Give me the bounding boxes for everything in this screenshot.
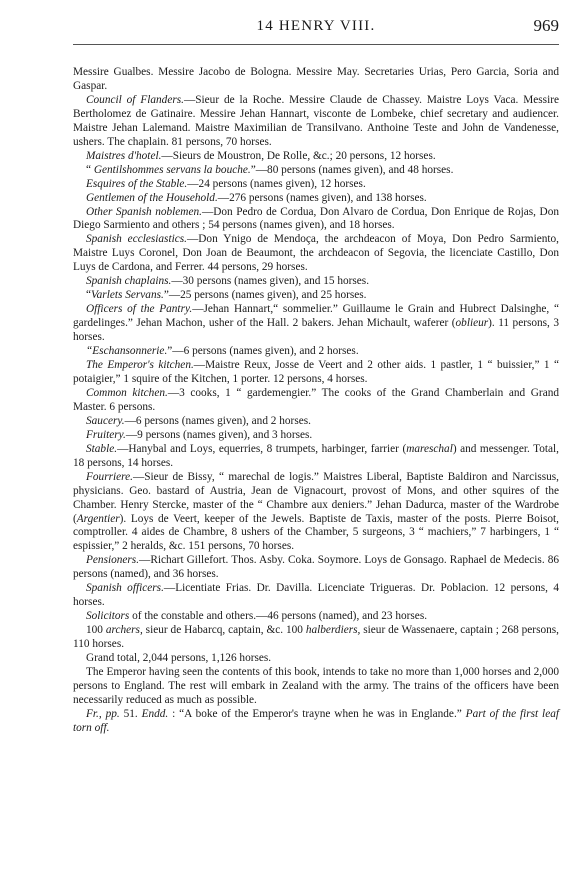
paragraph xyxy=(73,192,559,206)
paragraph-text: —Don Pedro de Cordua, Don Alvaro de Cordua, Don Enrique de Rojas, Don Diego Sarmiento and others ; 54 persons (names given), and 18 horses. xyxy=(73,205,559,232)
paragraph-mid: Endd. xyxy=(141,707,169,720)
paragraph-text: —Don Ynigo de Mendoça, the archdeacon of Moya, Don Pedro Sarmiento, Maistre Luys Coronel, Don Joan de Beaumont, the archdeacon of Segovia, the licenciate Castillo, Don Luys de Cardona, and Ferrer. 44 persons, 29 horses. xyxy=(73,233,559,274)
paragraph xyxy=(73,303,559,345)
paragraph xyxy=(73,164,559,178)
paragraph-text: —Maistre Reux, Josse de Veert and 2 other aids. 1 pastler, 1 “ buissier,” 1 “ potaigier,” 1 squire of the Kitchen, 1 porter. 12 persons, 4 horses. xyxy=(73,359,559,385)
page-number: 969 xyxy=(533,16,559,35)
paragraph-mid: Argentier xyxy=(76,512,120,525)
paragraph-text: of the constable and others.—46 persons (named), and 23 horses. xyxy=(129,610,428,623)
header-rule xyxy=(73,44,559,45)
paragraph-text: sieur de Habarcq, captain, &c. 100 xyxy=(142,624,306,637)
paragraph xyxy=(73,289,559,303)
paragraph-text: —Hanybal and Loys, equerries, 8 trumpets, harbinger, farrier ( xyxy=(117,442,407,455)
paragraph xyxy=(73,652,559,666)
paragraph xyxy=(73,66,559,94)
paragraph-tail: ). Loys de Veert, keeper of the Jewels. Baptiste de Taxis, master of the posts. Pierre Boisot, comptroller. 4 aides de Chambre, 8 ushers of the Chamber, 5 surgeons, 3 “ machiers,” 7 harbingers, 1 “ espissier,” 2 heralds, &c. 151 persons, 70 horses. xyxy=(73,512,559,553)
paragraph xyxy=(73,624,559,652)
paragraph-lead: Fruitery. xyxy=(86,428,126,441)
paragraph-lead: Spanish ecclesiastics. xyxy=(86,233,187,246)
paragraph-text: The Emperor having seen the contents of this book, intends to take no more than 1,000 horses and 2,000 persons to England. The rest will embark in Zealand with the army. The trains of the officers have been necessarily reduced as much as possible. xyxy=(73,665,559,706)
paragraph-text: Grand total, 2,044 persons, 1,126 horses. xyxy=(86,652,272,665)
paragraph-text: —276 persons (names given), and 138 horses. xyxy=(217,191,427,204)
paragraph-tail: ). 11 persons, 3 horses. xyxy=(73,317,559,344)
paragraph-text: ”—25 persons (names given), and 25 horses. xyxy=(163,289,367,302)
paragraph-lead: Council of Flanders. xyxy=(86,93,184,106)
paragraph-text: —Sieur de Bissy, “ marechal de logis.” Maistres Liberal, Baptiste Baldiron and Narcissus, physicians. Geo. bastard of Austria, Jean de Vignacourt, provost of Mons, and other squires of the Chamber. Henry Stercke, master of the “ Chambre aux deniers.” Jehan Dadurca, master of the Wardrobe ( xyxy=(73,470,559,525)
paragraph-lead: Esquires of the Stable. xyxy=(86,177,188,190)
paragraph-text: Messire Gualbes. Messire Jacobo de Bologna. Messire May. Secretaries Urias, Pero Garcia, Soria and Gaspar. xyxy=(73,66,559,92)
paragraph-lead: Spanish chaplains. xyxy=(86,275,172,288)
document-body xyxy=(73,66,559,736)
paragraph-text: —Jehan Hannart,“ sommelier.” Guillaume le Grain and Hubrect Dalsinghe, “ gardelinges.” Jehan Machon, usher of the Hall. 2 bakers. Jehan Michault, waferer ( xyxy=(73,303,559,330)
paragraph xyxy=(73,610,559,624)
paragraph-lead: Officers of the Pantry. xyxy=(86,303,193,316)
paragraph xyxy=(73,415,559,429)
paragraph-lead: The Emperor's kitchen. xyxy=(86,359,194,372)
paragraph-text: —Richart Gillefort. Thos. Asby. Coka. Soymore. Loys de Gonsago. Raphael de Medecis. 86 persons (named), and 36 horses. xyxy=(73,554,559,581)
paragraph-end: Part of the first leaf torn off. xyxy=(73,707,559,734)
paragraph xyxy=(73,94,559,150)
paragraph xyxy=(73,429,559,443)
paragraph xyxy=(73,275,559,289)
paragraph xyxy=(73,150,559,164)
paragraph-lead: Varlets Servans. xyxy=(91,289,164,302)
page-header xyxy=(73,14,559,42)
paragraph-text: —24 persons (names given), 12 horses. xyxy=(187,177,366,190)
paragraph-lead: Spanish officers. xyxy=(86,582,164,595)
paragraph-lead: Gentlemen of the Household. xyxy=(86,191,218,204)
paragraph-text: —Licentiate Frias. Dr. Davilla. Licenciate Trigueras. Dr. Poblacion. 12 persons, 4 horses. xyxy=(73,582,559,609)
paragraph xyxy=(73,554,559,582)
paragraph-mid: halberdiers, xyxy=(305,624,361,637)
paragraph-text: —9 persons (names given), and 3 horses. xyxy=(125,428,313,441)
paragraph-mid: oblieur xyxy=(455,317,489,330)
paragraph-text: ”—6 persons (names given), and 2 horses. xyxy=(167,345,359,358)
paragraph xyxy=(73,233,559,275)
paragraph xyxy=(73,708,559,736)
paragraph-mid: mareschal xyxy=(406,442,453,455)
paragraph-lead: Common kitchen. xyxy=(86,386,168,399)
paragraph xyxy=(73,471,559,555)
paragraph xyxy=(73,387,559,415)
paragraph xyxy=(73,345,559,359)
paragraph-text: ”—80 persons (names given), and 48 horses. xyxy=(250,163,454,176)
paragraph-tail: ) and messenger. Total, 18 persons, 14 horses. xyxy=(73,442,559,469)
paragraph-tail: sieur de Wassenaere, captain ; 268 persons, 110 horses. xyxy=(73,624,559,651)
paragraph-lead: Fourriere. xyxy=(86,470,133,483)
paragraph-lead: “Eschansonnerie. xyxy=(86,345,168,358)
paragraph-lead: Solicitors xyxy=(86,610,130,623)
paragraph-lead: Maistres d'hotel. xyxy=(86,149,162,162)
paragraph-prefix: “ xyxy=(86,163,94,176)
paragraph-text: —3 cooks, 1 “ gardemengier.” The cooks of the Grand Chamberlain and Grand Master. 6 persons. xyxy=(73,386,559,413)
paragraph-lead: Fr., pp. xyxy=(86,707,120,720)
paragraph-tail: : “A boke of the Emperor's trayne when he was in Englande.” xyxy=(168,707,466,720)
paragraph-lead: Saucery. xyxy=(86,414,125,427)
paragraph xyxy=(73,359,559,387)
paragraph xyxy=(73,443,559,471)
paragraph-prefix: 100 xyxy=(86,624,106,637)
paragraph xyxy=(73,206,559,234)
paragraph-lead: archers, xyxy=(105,624,143,637)
paragraph-text: —Sieurs de Moustron, De Rolle, &c.; 20 persons, 12 horses. xyxy=(161,149,436,162)
paragraph-text: 51. xyxy=(119,707,142,720)
paragraph-text: —Sieur de la Roche. Messire Claude de Chassey. Maistre Loys Vaca. Messire Bertholomez de Gatinaire. Messire Jehan Hannart, visconte de Lombeke, chief secretary and audiencer. Maistre Jehan Lalemand. Maistre Maximilian de Transilvano. Anthoine Teste and John de Vandenesse, ushers. The chaplain. 81 persons, 70 horses. xyxy=(73,93,559,148)
paragraph-prefix: “ xyxy=(86,289,92,302)
paragraph xyxy=(73,666,559,708)
paragraph-lead: Gentilshommes servans la bouche. xyxy=(93,163,251,176)
paragraph-lead: Other Spanish noblemen. xyxy=(86,205,202,218)
paragraph-lead: Pensioners. xyxy=(86,554,140,567)
paragraph-lead: Stable. xyxy=(86,442,118,455)
paragraph-text: —6 persons (names given), and 2 horses. xyxy=(124,414,311,427)
paragraph-text: —30 persons (names given), and 15 horses. xyxy=(171,275,370,288)
paragraph xyxy=(73,582,559,610)
running-title: 14 HENRY VIII. xyxy=(256,18,376,34)
paragraph xyxy=(73,178,559,192)
